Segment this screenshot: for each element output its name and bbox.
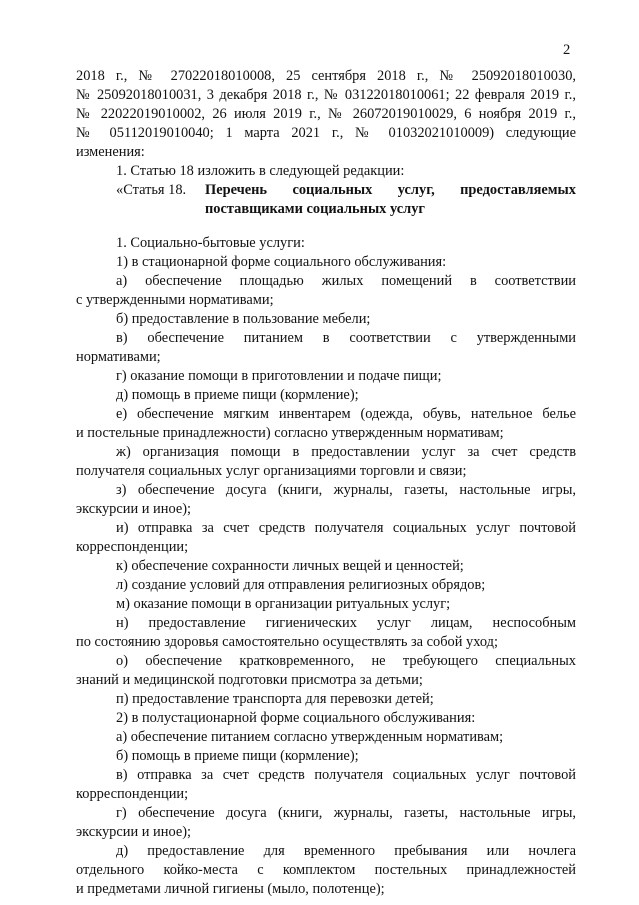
text-line: корреспонденции;: [76, 539, 189, 555]
text-line: д) помощь в приеме пищи (кормление);: [116, 387, 359, 403]
text-line: изменения:: [76, 144, 145, 160]
text-line: и постельные принадлежности) согласно утвержденным нормативам;: [76, 425, 504, 441]
text-line: нормативами;: [76, 349, 161, 365]
text-line: 2) в полустационарной форме социального обслуживания:: [116, 710, 476, 726]
text-line: № 25092018010031, 3 декабря 2018 г., № 03122018010061; 22 февраля 2019 г.,: [76, 87, 576, 103]
text-line: б) предоставление в пользование мебели;: [116, 311, 371, 327]
text-line: в) обеспечение питанием в соответствии с утвержденными: [116, 330, 576, 346]
text-line: в) отправка за счет средств получателя социальных услуг почтовой: [116, 767, 576, 783]
text-line: и предметами личной гигиены (мыло, полотенце);: [76, 881, 385, 897]
text-line: 2018 г., № 27022018010008, 25 сентября 2018 г., № 25092018010030,: [76, 68, 576, 84]
article-heading-line: поставщиками социальных услуг: [205, 201, 425, 217]
text-line: по состоянию здоровья самостоятельно осуществлять за собой уход;: [76, 634, 498, 650]
text-line: г) обеспечение досуга (книги, журналы, газеты, настольные игры,: [116, 805, 576, 821]
text-line: м) оказание помощи в организации ритуальных услуг;: [116, 596, 451, 612]
text-line: г) оказание помощи в приготовлении и подаче пищи;: [116, 368, 442, 384]
text-line: № 05112019010040; 1 марта 2021 г., № 01032021010009) следующие: [76, 125, 576, 141]
text-line: экскурсии и иное);: [76, 501, 192, 517]
text-line: а) обеспечение площадью жилых помещений в соответствии: [116, 273, 576, 289]
text-line: з) обеспечение досуга (книги, журналы, газеты, настольные игры,: [116, 482, 576, 498]
text-line: ж) организация помощи в предоставлении услуг за счет средств: [116, 444, 576, 460]
article-heading-line: «Статья 18.: [116, 182, 187, 198]
text-line: с утвержденными нормативами;: [76, 292, 274, 308]
text-line: л) создание условий для отправления религиозных обрядов;: [116, 577, 486, 593]
text-line: экскурсии и иное);: [76, 824, 192, 840]
text-line: а) обеспечение питанием согласно утвержденным нормативам;: [116, 729, 504, 745]
article-heading-line: Перечень социальных услуг, предоставляемых: [205, 182, 576, 198]
text-line: 1. Социально-бытовые услуги:: [116, 235, 305, 251]
text-line: б) помощь в приеме пищи (кормление);: [116, 748, 359, 764]
text-line: 1) в стационарной форме социального обслуживания:: [116, 254, 447, 270]
text-line: знаний и медицинской подготовки присмотра за детьми;: [76, 672, 423, 688]
text-line: н) предоставление гигиенических услуг лицам, неспособным: [116, 615, 576, 631]
text-line: е) обеспечение мягким инвентарем (одежда, обувь, нательное белье: [116, 406, 576, 422]
text-line: получателя социальных услуг организациями торговли и связи;: [76, 463, 467, 479]
text-line: и) отправка за счет средств получателя социальных услуг почтовой: [116, 520, 576, 536]
text-line: п) предоставление транспорта для перевозки детей;: [116, 691, 434, 707]
page-number: 2: [563, 42, 571, 58]
text-line: д) предоставление для временного пребывания или ночлега: [116, 843, 576, 859]
text-line: 1. Статью 18 изложить в следующей редакции:: [116, 163, 405, 179]
text-line: корреспонденции;: [76, 786, 189, 802]
text-line: о) обеспечение кратковременного, не требующего специальных: [116, 653, 576, 669]
text-line: к) обеспечение сохранности личных вещей и ценностей;: [116, 558, 464, 574]
text-line: № 22022019010002, 26 июля 2019 г., № 26072019010029, 6 ноября 2019 г.,: [76, 106, 576, 122]
text-line: отдельного койко-места с комплектом постельных принадлежностей: [76, 862, 576, 878]
